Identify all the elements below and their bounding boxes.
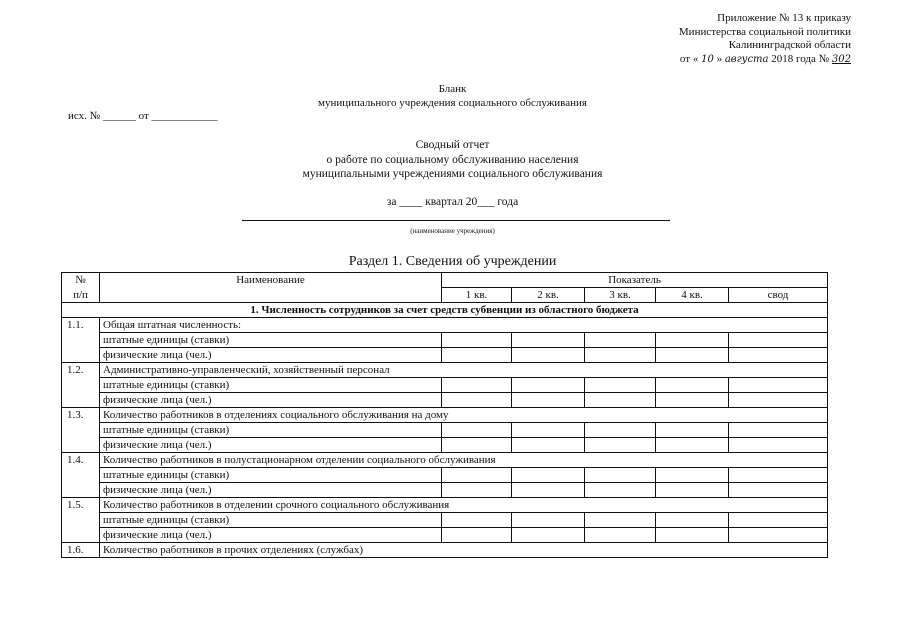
row-title: Административно-управленческий, хозяйственный персонал: [100, 363, 828, 378]
value-cell[interactable]: [729, 468, 828, 483]
summary-header: свод: [729, 288, 828, 303]
value-cell[interactable]: [442, 483, 512, 498]
col-name-header: Наименование: [100, 273, 442, 303]
reference-line: исх. № ______ от ____________: [68, 110, 218, 122]
group-header: 1. Численность сотрудников за счет средств субвенции из областного бюджета: [62, 303, 828, 318]
row-number: 1.5.: [62, 498, 100, 543]
approval-block: [679, 12, 851, 66]
table-subrow: [62, 423, 828, 438]
table-subrow: [62, 438, 828, 453]
value-cell[interactable]: [442, 513, 512, 528]
row-title: Количество работников в полустационарном отделении социального обслуживания: [100, 453, 828, 468]
table-row: [62, 318, 828, 333]
col-num-bottom: п/п: [62, 288, 100, 303]
value-cell[interactable]: [656, 333, 729, 348]
quarter-header: 2 кв.: [512, 288, 585, 303]
subrow-label: штатные единицы (ставки): [100, 468, 442, 483]
table-subrow: [62, 483, 828, 498]
approval-date-line: [679, 53, 851, 67]
value-cell[interactable]: [512, 348, 585, 363]
row-title: Общая штатная численность:: [100, 318, 828, 333]
value-cell[interactable]: [729, 528, 828, 543]
row-number: 1.4.: [62, 453, 100, 498]
staff-table: [61, 272, 828, 558]
quarter-header: 1 кв.: [442, 288, 512, 303]
subrow-label: физические лица (чел.): [100, 438, 442, 453]
group-header-row: [62, 303, 828, 318]
value-cell[interactable]: [512, 483, 585, 498]
row-title: Количество работников в отделениях социального обслуживания на дому: [100, 408, 828, 423]
institution-caption: (наименование учреждения): [410, 227, 495, 235]
subrow-label: штатные единицы (ставки): [100, 423, 442, 438]
value-cell[interactable]: [585, 528, 656, 543]
value-cell[interactable]: [442, 438, 512, 453]
row-title: Количество работников в отделении срочного социального обслуживания: [100, 498, 828, 513]
value-cell[interactable]: [729, 333, 828, 348]
table-row: [62, 498, 828, 513]
value-cell[interactable]: [585, 483, 656, 498]
value-cell[interactable]: [442, 348, 512, 363]
institution-name-underline: [242, 219, 670, 221]
quarter-header: 4 кв.: [656, 288, 729, 303]
date-prefix: от «: [679, 52, 699, 65]
row-number: 1.1.: [62, 318, 100, 363]
value-cell[interactable]: [729, 438, 828, 453]
row-number: 1.2.: [62, 363, 100, 408]
value-cell[interactable]: [585, 333, 656, 348]
report-line-3: муниципальными учреждениями социального обслуживания: [302, 168, 603, 180]
col-num-top: №: [62, 273, 100, 288]
blank-title: [0, 82, 905, 110]
value-cell[interactable]: [585, 378, 656, 393]
value-cell[interactable]: [442, 468, 512, 483]
value-cell[interactable]: [512, 468, 585, 483]
value-cell[interactable]: [442, 393, 512, 408]
value-cell[interactable]: [656, 438, 729, 453]
value-cell[interactable]: [729, 423, 828, 438]
value-cell[interactable]: [585, 348, 656, 363]
table-row: [62, 363, 828, 378]
value-cell[interactable]: [656, 348, 729, 363]
value-cell[interactable]: [656, 423, 729, 438]
quarter-header: 3 кв.: [585, 288, 656, 303]
value-cell[interactable]: [512, 333, 585, 348]
table-subrow: [62, 468, 828, 483]
staff-table-body: [62, 273, 828, 558]
value-cell[interactable]: [729, 513, 828, 528]
table-subrow: [62, 378, 828, 393]
table-row: [62, 408, 828, 423]
value-cell[interactable]: [656, 378, 729, 393]
subrow-label: штатные единицы (ставки): [100, 513, 442, 528]
approval-line-1: Приложение № 13 к приказу: [717, 12, 851, 24]
value-cell[interactable]: [512, 378, 585, 393]
subrow-label: физические лица (чел.): [100, 393, 442, 408]
year-text: 2018 года №: [771, 52, 830, 65]
period-line: за ____ квартал 20___ года: [386, 196, 519, 208]
row-title: Количество работников в прочих отделениях (службах): [100, 543, 828, 558]
row-number: 1.3.: [62, 408, 100, 453]
value-cell[interactable]: [585, 468, 656, 483]
value-cell[interactable]: [729, 378, 828, 393]
row-number: 1.6.: [62, 543, 100, 558]
value-cell[interactable]: [442, 333, 512, 348]
value-cell[interactable]: [442, 528, 512, 543]
value-cell[interactable]: [512, 513, 585, 528]
table-subrow: [62, 333, 828, 348]
table-subrow: [62, 348, 828, 363]
approval-line-2: Министерства социальной политики: [678, 25, 851, 38]
value-cell[interactable]: [512, 438, 585, 453]
approval-line-3: Калининградской области: [728, 39, 851, 51]
table-row: [62, 453, 828, 468]
header-row-1: [62, 273, 828, 288]
subrow-label: штатные единицы (ставки): [100, 378, 442, 393]
value-cell[interactable]: [442, 423, 512, 438]
section-title: Раздел 1. Сведения об учреждении: [348, 254, 557, 269]
table-row: [62, 543, 828, 558]
value-cell[interactable]: [729, 483, 828, 498]
value-cell[interactable]: [585, 438, 656, 453]
table-subrow: [62, 528, 828, 543]
value-cell[interactable]: [512, 423, 585, 438]
subrow-label: физические лица (чел.): [100, 483, 442, 498]
blank-line-1: Бланк: [438, 83, 467, 95]
value-cell[interactable]: [585, 393, 656, 408]
subrow-label: штатные единицы (ставки): [100, 333, 442, 348]
handwritten-order-number: 302: [831, 53, 851, 65]
value-cell[interactable]: [729, 348, 828, 363]
value-cell[interactable]: [656, 513, 729, 528]
value-cell[interactable]: [442, 378, 512, 393]
value-cell[interactable]: [656, 468, 729, 483]
handwritten-month: августа: [724, 53, 769, 65]
subrow-label: физические лица (чел.): [100, 348, 442, 363]
value-cell[interactable]: [729, 393, 828, 408]
report-title: [0, 138, 905, 182]
subrow-label: физические лица (чел.): [100, 528, 442, 543]
value-cell[interactable]: [656, 483, 729, 498]
report-line-1: Сводный отчет: [415, 139, 490, 151]
table-subrow: [62, 393, 828, 408]
value-cell[interactable]: [585, 513, 656, 528]
value-cell[interactable]: [656, 393, 729, 408]
handwritten-day: 10: [701, 53, 714, 65]
value-cell[interactable]: [585, 423, 656, 438]
table-subrow: [62, 513, 828, 528]
col-indicator-header: Показатель: [442, 273, 828, 288]
value-cell[interactable]: [512, 528, 585, 543]
value-cell[interactable]: [512, 393, 585, 408]
date-mid: »: [716, 52, 723, 65]
blank-line-2: муниципального учреждения социального обслуживания: [318, 97, 587, 109]
report-line-2: о работе по социальному обслуживанию населения: [326, 153, 579, 166]
value-cell[interactable]: [656, 528, 729, 543]
